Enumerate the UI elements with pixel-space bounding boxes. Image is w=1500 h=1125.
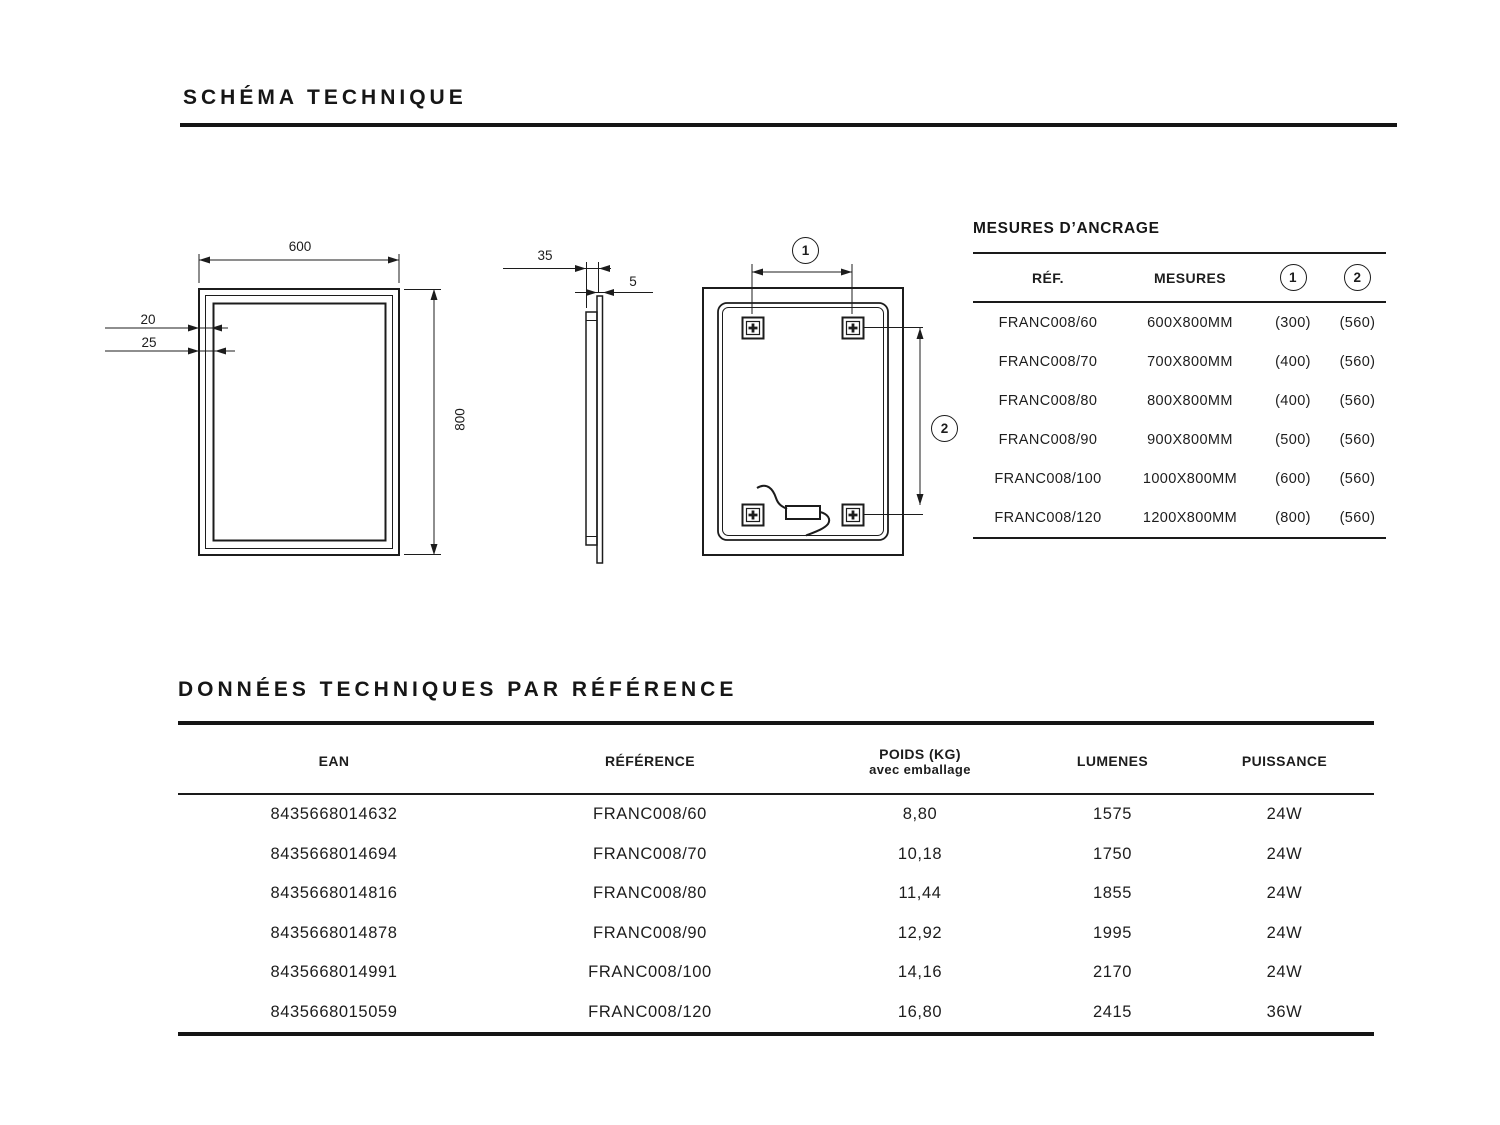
cell-mesures: 1000X800MM [1142,470,1238,487]
back-view-drawing [703,264,924,555]
mirror-outer-frame [199,289,399,555]
arrow-icon [917,494,924,505]
table-row [973,342,1386,381]
table-row [178,993,1374,1033]
cell-puissance: 24W [1266,963,1303,982]
cell-poids: 10,18 [897,844,943,863]
cell-anchor1: (300) [1275,314,1311,331]
cell-poids: 12,92 [897,923,943,942]
table-row [973,420,1386,459]
cell-reference: FRANC008/90 [593,923,707,942]
power-cable-icon [757,486,787,509]
front-view-drawing [105,254,441,555]
mirror-glass-profile [597,296,603,563]
table-row [178,835,1374,875]
arrow-icon [917,328,924,339]
cell-ean: 8435668014816 [270,884,398,903]
table-row [178,953,1374,993]
cell-anchor2: (560) [1339,509,1376,526]
cell-puissance: 36W [1266,1002,1303,1021]
cell-lumens: 1995 [1092,923,1133,942]
table-row [178,795,1374,835]
cell-ref: FRANC008/70 [998,353,1098,370]
column-header-mesures: MESURES [1153,269,1227,286]
arrow-icon [431,544,438,555]
schema-section-title: SCHÉMA TECHNIQUE [183,86,467,109]
data-title-rule [178,721,1374,725]
arrow-icon [586,289,597,296]
arrow-icon [188,348,199,355]
cell-ean: 8435668014694 [270,844,398,863]
anchor-mount-icon [843,318,864,339]
table-row [973,381,1386,420]
column-header-lumens: LUMENES [1076,753,1149,769]
cell-reference: FRANC008/100 [588,963,712,982]
height-extension-lines [404,290,441,555]
cell-ean: 8435668014878 [270,923,398,942]
data-table-header [178,729,1374,793]
width-extension-lines [199,254,399,283]
cell-lumens: 2415 [1092,1002,1133,1021]
cell-anchor1: (600) [1275,470,1311,487]
table-row [973,303,1386,342]
column-header-anchor1-badge: 1 [1280,264,1307,291]
cell-poids: 11,44 [898,884,942,903]
cell-lumens: 2170 [1092,963,1133,982]
arrow-icon [388,257,399,264]
front-width-label: 600 [288,239,312,254]
column-header-anchor2-badge: 2 [1344,264,1371,291]
cell-puissance: 24W [1266,805,1303,824]
poids-line2: avec emballage [869,761,971,777]
cell-anchor2: (560) [1339,470,1376,487]
poids-line1: POIDS (KG) [879,745,961,762]
cell-poids: 8,80 [902,805,938,824]
front-height-label: 800 [452,408,468,431]
arrow-icon [199,257,210,264]
side-view-drawing [503,262,653,563]
cell-ref: FRANC008/120 [994,509,1102,526]
anchor-ref-1-badge: 1 [792,237,819,264]
arrow-icon [188,325,199,332]
side-depth-label: 35 [537,248,553,263]
cell-ean: 8435668014632 [270,805,398,824]
cell-puissance: 24W [1266,884,1303,903]
cell-lumens: 1855 [1092,884,1133,903]
column-header-ref: RÉF. [1032,269,1064,286]
cell-poids: 14,16 [897,963,943,982]
cell-puissance: 24W [1266,923,1303,942]
cell-mesures: 700X800MM [1147,353,1233,370]
cell-anchor2: (560) [1339,431,1376,448]
cell-anchor1: (800) [1275,509,1311,526]
mirror-inner-frame [214,304,386,541]
inner-depth-label: 25 [141,335,157,350]
arrow-icon [215,348,226,355]
cell-ean: 8435668014991 [270,963,398,982]
arrow-icon [575,265,586,272]
table-row [178,874,1374,914]
arrow-icon [603,289,614,296]
back-inner-panel-line [723,308,884,536]
arrow-icon [431,289,438,300]
technical-drawing [90,218,980,578]
cell-lumens: 1750 [1092,844,1133,863]
cell-ref: FRANC008/80 [998,392,1098,409]
mirror-body-profile [586,312,597,545]
cell-poids: 16,80 [897,1002,943,1021]
cell-reference: FRANC008/70 [593,844,707,863]
column-header-ean: EAN [318,753,350,769]
cell-mesures: 600X800MM [1147,314,1233,331]
cell-mesures: 800X800MM [1147,392,1233,409]
anchor-table-header [973,254,1386,301]
cell-ref: FRANC008/60 [998,314,1098,331]
anchor2-leader-lines [864,328,923,515]
led-driver-box [786,506,820,519]
column-header-poids [869,746,971,777]
anchor-mount-icon [743,505,764,526]
table-row [973,498,1386,537]
arrow-icon [752,269,763,276]
schema-title-rule [180,123,1397,127]
cell-mesures: 900X800MM [1147,431,1233,448]
technical-data-table [178,729,1374,1036]
cell-anchor2: (560) [1339,392,1376,409]
cell-anchor1: (400) [1275,353,1311,370]
table-rule [973,537,1386,539]
data-section-title: DONNÉES TECHNIQUES PAR RÉFÉRENCE [178,678,738,701]
cell-ean: 8435668015059 [270,1002,398,1021]
table-row [178,914,1374,954]
anchor-measures-table [973,220,1386,539]
cell-anchor1: (500) [1275,431,1311,448]
anchor-mount-icon [843,505,864,526]
power-cable-icon [806,512,829,536]
anchor-mount-icon [743,318,764,339]
cell-anchor2: (560) [1339,353,1376,370]
cell-anchor1: (400) [1275,392,1311,409]
anchor-ref-2-badge: 2 [931,415,958,442]
column-header-reference: RÉFÉRENCE [605,753,695,769]
anchor-table-title: MESURES D’ANCRAGE [973,220,1160,237]
cell-ref: FRANC008/90 [998,431,1098,448]
cell-reference: FRANC008/120 [588,1002,712,1021]
arrow-icon [841,269,852,276]
cell-puissance: 24W [1266,844,1303,863]
cell-lumens: 1575 [1092,805,1133,824]
cell-mesures: 1200X800MM [1142,509,1238,526]
arrow-icon [599,265,610,272]
cell-anchor2: (560) [1339,314,1376,331]
profile-notch-lines [586,321,597,537]
column-header-puissance: PUISSANCE [1241,753,1328,769]
table-row [973,459,1386,498]
cell-ref: FRANC008/100 [994,470,1102,487]
mirror-mid-frame [206,296,393,549]
cell-reference: FRANC008/80 [593,884,707,903]
cell-reference: FRANC008/60 [593,805,707,824]
table-rule [178,1032,1374,1036]
frame-depth-label: 20 [140,312,156,327]
glass-thickness-label: 5 [629,274,637,289]
